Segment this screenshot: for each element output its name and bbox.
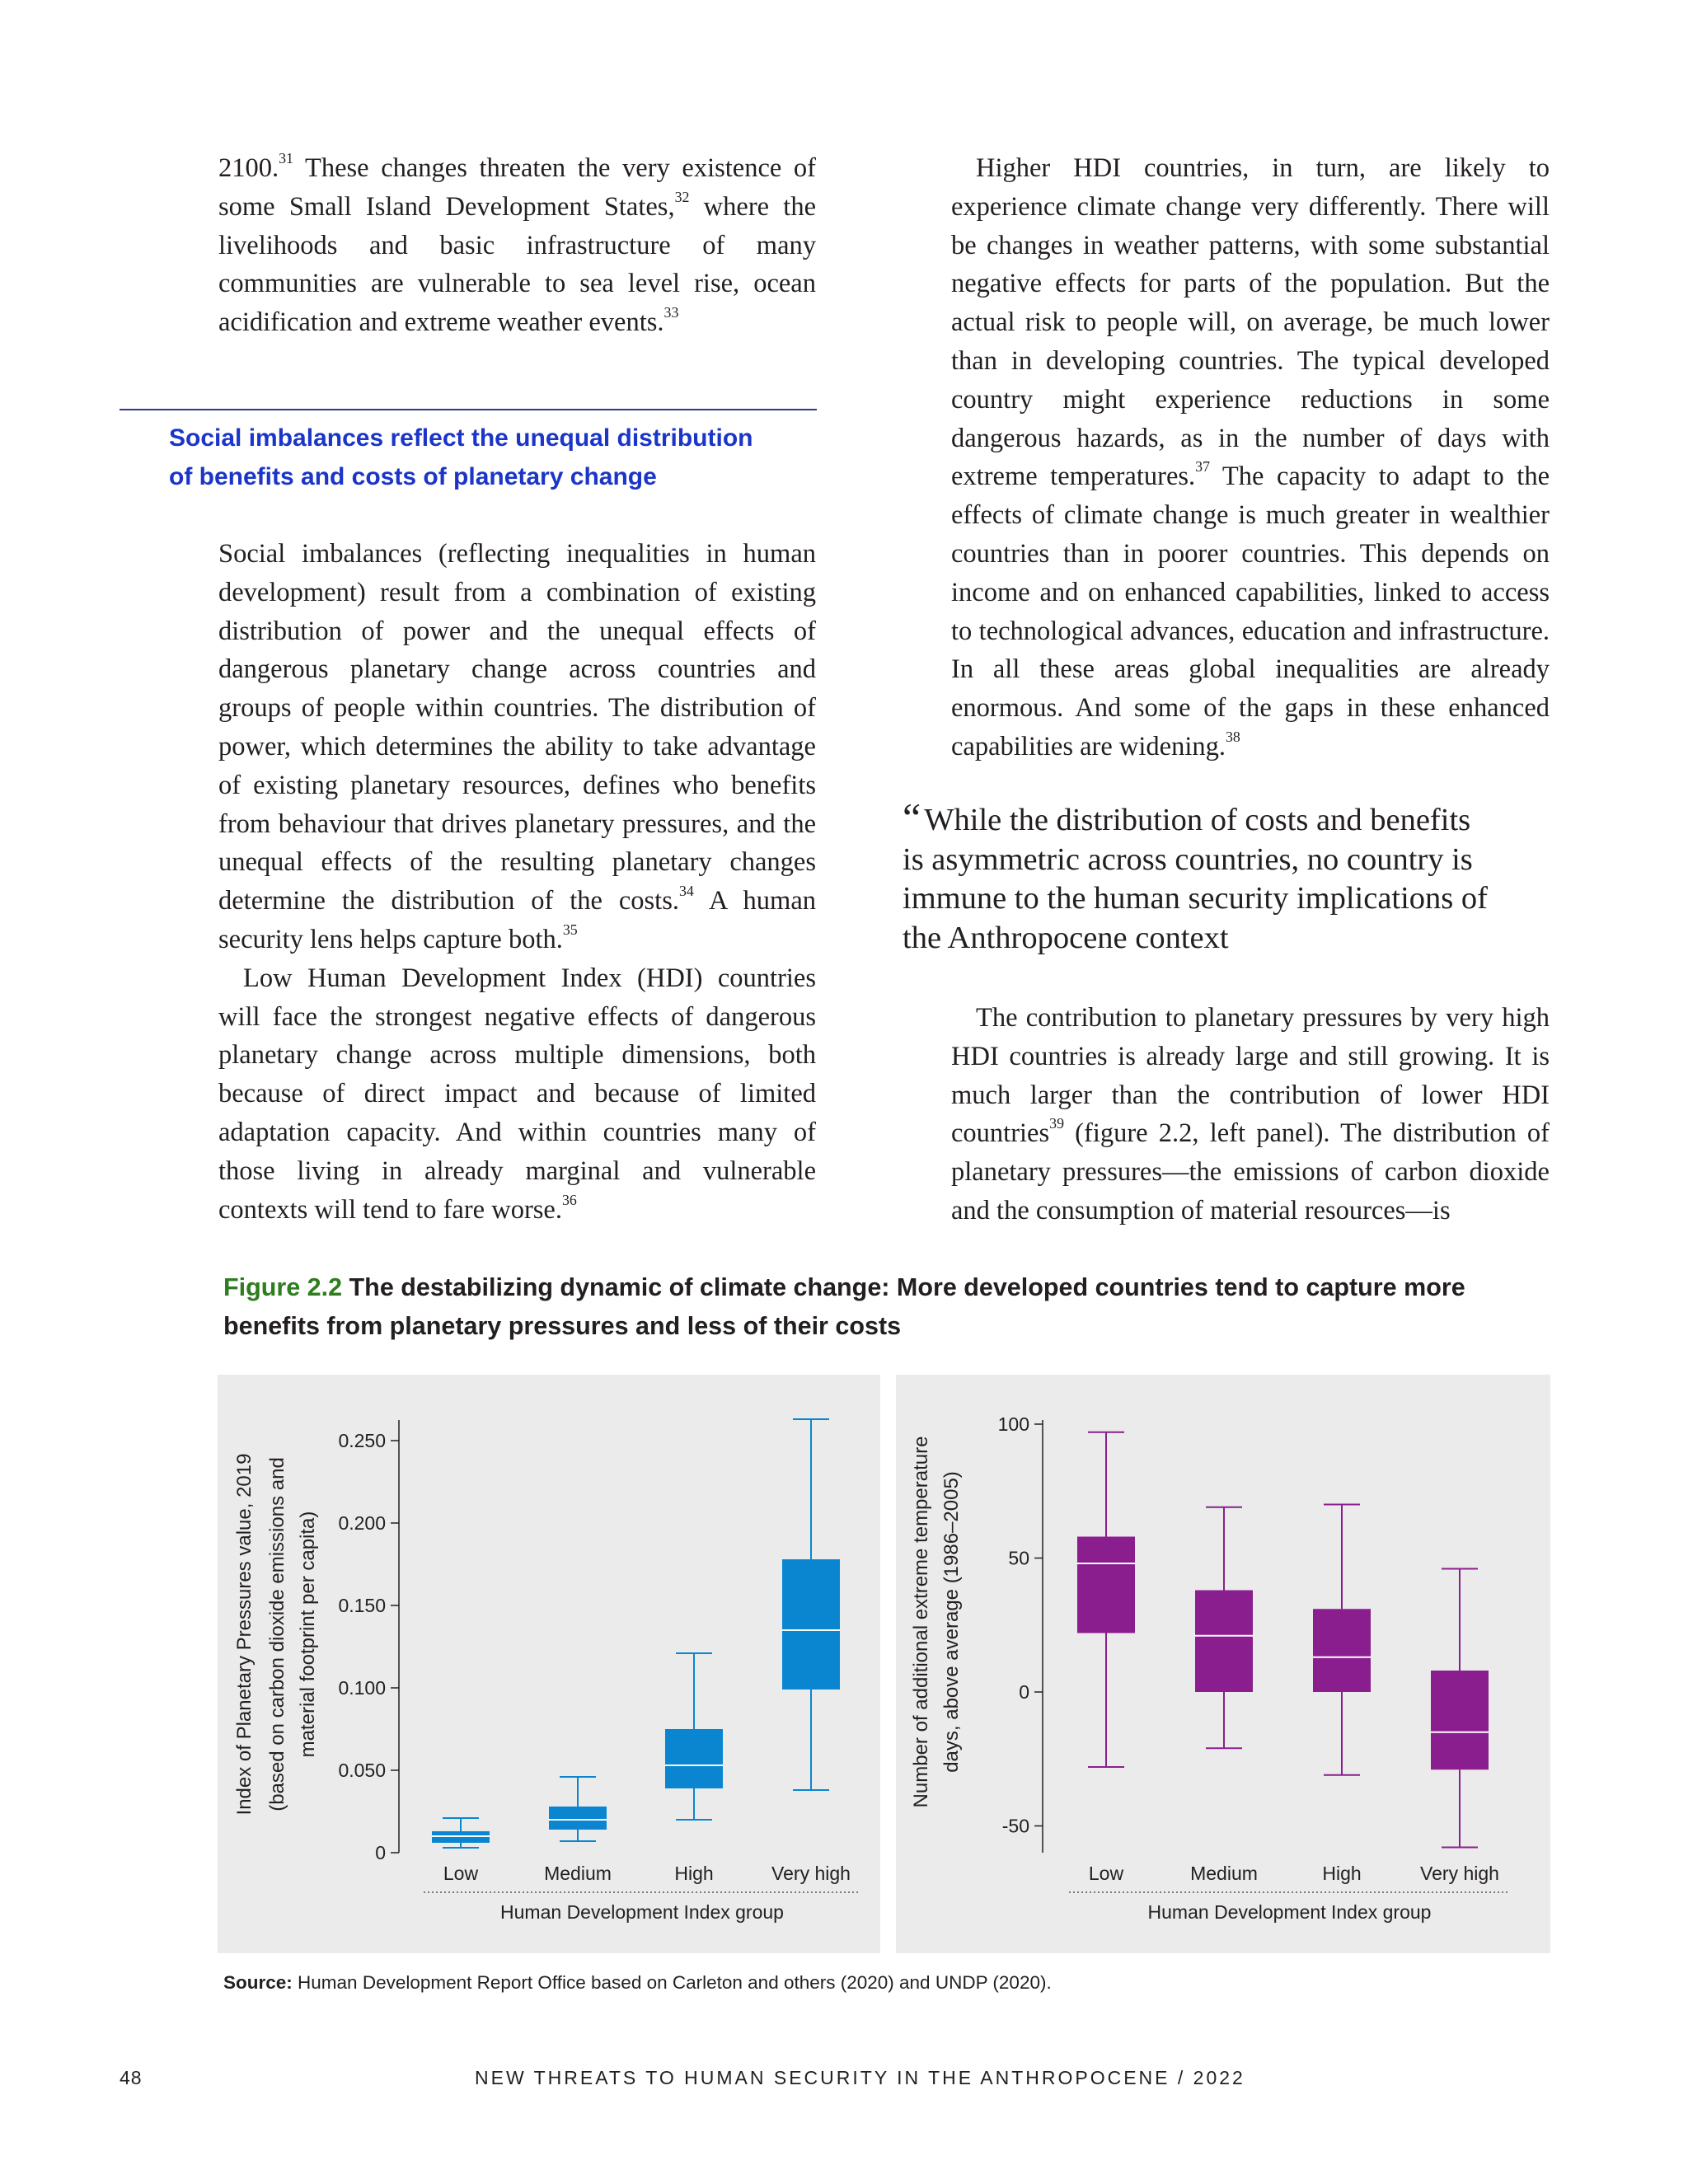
source-text: Human Development Report Office based on Carleton and others (2020) and UNDP (2020). bbox=[292, 1972, 1052, 1993]
right-column-bottom bbox=[951, 999, 1550, 1230]
pull-quote-text: While the distribution of costs and benefits is asymmetric across countries, no country is immune to the human security implications of the Anthropocene context bbox=[903, 803, 1488, 955]
planetary-pressures-boxplot bbox=[218, 1375, 880, 1953]
paragraph-higher-hdi: Higher HDI countries, in turn, are likely to experience climate change very differently. There will be changes in weather patterns, with some substantial negative effects for parts of the population. But the actual risk to people will, on average, be much lower than in developing countries. The typical developed country might experience reductions in some dangerous hazards, as in the number of days with extreme temperatures.$^{37}$ The capacity to adapt to the effects of climate change is much greater in wealthier countries than in poorer countries. This depends on income and on enhanced capabilities, linked to access to technological advances, education and infrastructure. In all these areas global inequalities are already enormous. And some of the gaps in these enhanced capabilities are widening.$^{38}$ bbox=[951, 153, 1550, 762]
box-very-high bbox=[782, 1559, 840, 1690]
y-axis-title-line: (based on carbon dioxide emissions and bbox=[266, 1457, 288, 1811]
chart-panel-right bbox=[896, 1375, 1550, 1953]
box-high bbox=[665, 1729, 723, 1788]
paragraph-low-hdi: Low Human Development Index (HDI) countries will face the strongest negative effects of dangerous planetary change across multiple dimensions, both because of direct impact and because of limited adaptation capacity. And within countries many of those living in already marginal and vulnerable contexts will tend to fare worse.$^{36}$ bbox=[218, 963, 816, 1225]
y-tick-label: 100 bbox=[997, 1413, 1029, 1435]
y-tick-label: 0.150 bbox=[338, 1595, 386, 1616]
left-column-body bbox=[218, 535, 816, 1229]
x-category-label: Medium bbox=[544, 1863, 612, 1884]
box-very-high bbox=[1431, 1671, 1489, 1769]
x-axis-title: Human Development Index group bbox=[1147, 1901, 1432, 1923]
x-category-label: High bbox=[674, 1863, 714, 1884]
y-tick-label: 0.100 bbox=[338, 1677, 386, 1699]
y-axis-title-line: Index of Planetary Pressures value, 2019 bbox=[233, 1453, 256, 1816]
figure-title bbox=[223, 1268, 1509, 1346]
y-tick-label: 0 bbox=[375, 1842, 386, 1863]
pull-quote bbox=[903, 794, 1496, 958]
source-label: Source: bbox=[223, 1972, 293, 1993]
continuation-paragraph: 2100.31 These changes threaten the very existence of some Small Island Development States,$^{32}$ where the livelihoods and basic infrastructure of many communities are vulnerable to sea level rise, ocean acidification and extreme weather events.$^{33}$ bbox=[218, 149, 816, 338]
x-category-label: Medium bbox=[1190, 1863, 1258, 1884]
y-tick-label: 0.050 bbox=[338, 1760, 386, 1781]
figure-label: Figure 2.2 bbox=[223, 1273, 343, 1301]
y-tick-label: 0 bbox=[1019, 1681, 1029, 1703]
y-tick-label: 0.200 bbox=[338, 1512, 386, 1534]
section-rule bbox=[120, 409, 817, 410]
box-medium bbox=[1195, 1591, 1253, 1693]
figure-source bbox=[223, 1972, 1509, 1994]
paragraph-social-imbalances: Social imbalances (reflecting inequalities in human development) result from a combination of existing distribution of power and the unequal effects of dangerous planetary change across countries and groups of people within countries. The distribution of power, which determines the ability to take advantage of existing planetary resources, defines who benefits from behaviour that drives planetary pressures, and the unequal effects of the resulting planetary changes determine the distribution of the costs.$^{34}$ A human security lens helps capture both.$^{35}$ bbox=[218, 539, 816, 954]
quote-mark: “ bbox=[903, 794, 921, 841]
left-column-top bbox=[218, 149, 816, 342]
running-footer-title: NEW THREATS TO HUMAN SECURITY IN THE ANTHROPOCENE / 2022 bbox=[475, 2067, 1245, 2088]
extreme-temperature-boxplot bbox=[896, 1375, 1550, 1953]
y-tick-label: 0.250 bbox=[338, 1430, 386, 1451]
x-category-label: Low bbox=[1088, 1863, 1124, 1884]
x-category-label: Very high bbox=[771, 1863, 851, 1884]
y-axis-title-line: material footprint per capita) bbox=[297, 1511, 319, 1758]
right-column-top bbox=[951, 149, 1550, 766]
figure-title-text: The destabilizing dynamic of climate change: More developed countries tend to capture more benefits from planetary pressures and less of their costs bbox=[223, 1273, 1465, 1340]
x-category-label: Very high bbox=[1420, 1863, 1499, 1884]
box-low bbox=[1077, 1537, 1135, 1633]
x-category-label: High bbox=[1322, 1863, 1362, 1884]
x-axis-title: Human Development Index group bbox=[500, 1901, 784, 1923]
y-axis-title-line: Number of additional extreme temperature bbox=[910, 1436, 932, 1808]
chart-panel-left bbox=[218, 1375, 880, 1953]
box-medium bbox=[549, 1807, 607, 1830]
box-high bbox=[1313, 1609, 1371, 1692]
y-tick-label: -50 bbox=[1001, 1815, 1029, 1837]
paragraph-contribution: The contribution to planetary pressures by very high HDI countries is already large and still growing. It is much larger than the contribution of lower HDI countries$^{39}$ (figure 2.2, left panel). The distribution of planetary pressures—the emissions of carbon dioxide and the consumption of material resources—is bbox=[951, 1003, 1550, 1226]
y-axis-title-line: days, above average (1986–2005) bbox=[940, 1471, 963, 1773]
page-number: 48 bbox=[120, 2067, 143, 2088]
x-category-label: Low bbox=[443, 1863, 479, 1884]
section-heading: Social imbalances reflect the unequal distribution of benefits and costs of planetary change bbox=[169, 424, 753, 490]
y-tick-label: 50 bbox=[1008, 1547, 1029, 1569]
